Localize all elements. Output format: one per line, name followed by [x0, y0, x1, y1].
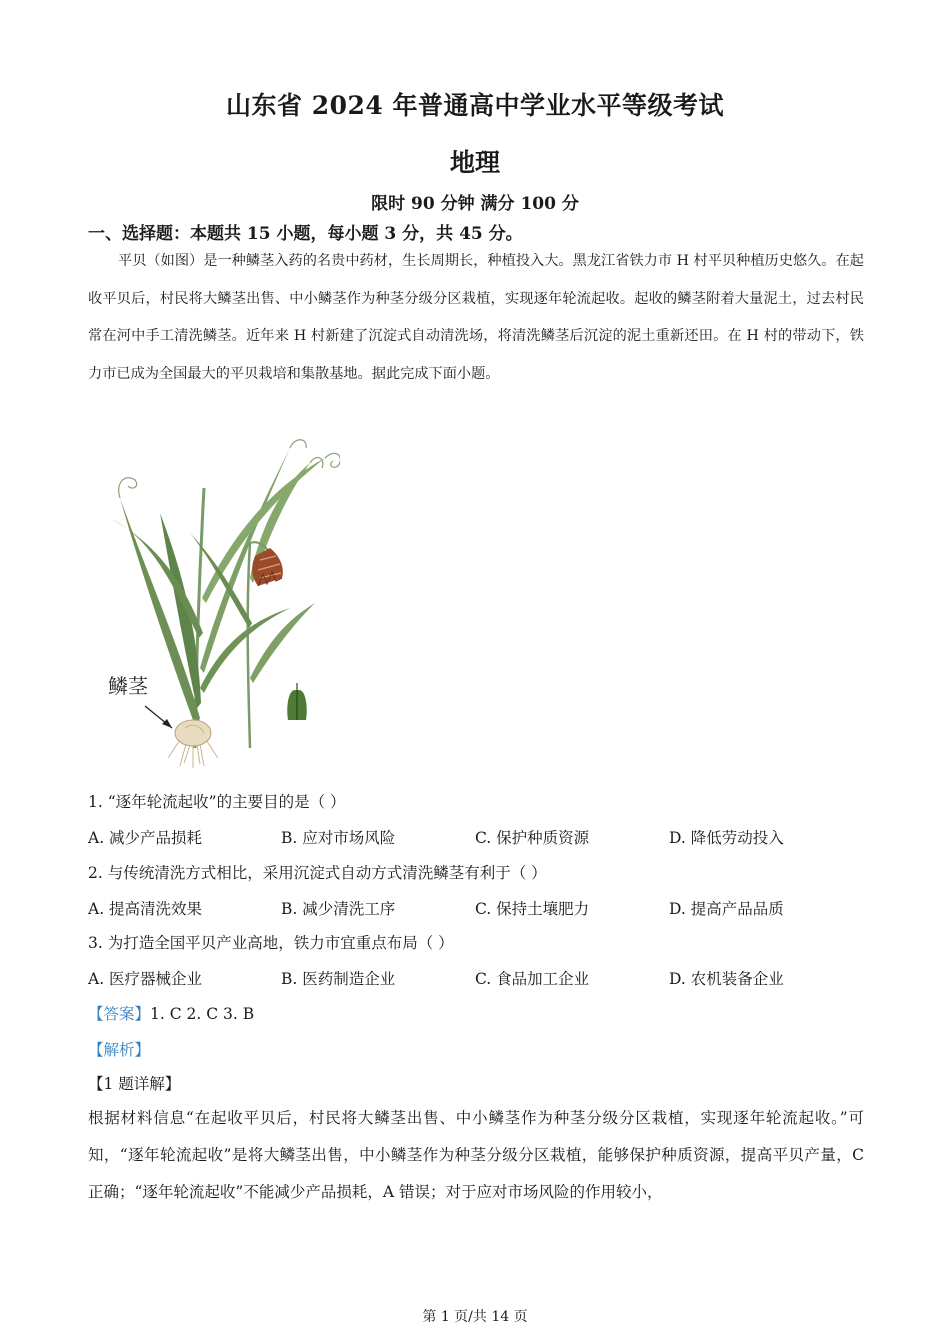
q1-option-a: A. 减少产品损耗 — [88, 829, 203, 847]
intro-paragraph — [88, 243, 864, 393]
fritillaria-illustration — [100, 428, 340, 773]
q1-option-c: C. 保护种质资源 — [475, 829, 590, 847]
q1-option-b: B. 应对市场风险 — [281, 829, 396, 847]
question-2-stem: 2. 与传统清洗方式相比，采用沉淀式自动方式清洗鳞茎有利于（ ） — [88, 864, 547, 882]
q3-option-b: B. 医药制造企业 — [281, 970, 396, 988]
intro-text: 平贝（如图）是一种鳞茎入药的名贵中药材，生长周期长，种植投入大。黑龙江省铁力市 H 村平贝种植历史悠久。在起收平贝后，村民将大鳞茎出售、中小鳞茎作为种茎分级分区栽植，实现逐年轮流起收。起收的鳞茎附着大量泥土，过去村民常在河中手工清洗鳞茎。近年来 H 村新建了沉淀式自动清洗场，将清洗鳞茎后沉淀的泥土重新还田。在 H 村的带动下，铁力市已成为全国最大的平贝栽培和集散基地。据此完成下面小题。 — [88, 253, 864, 382]
exam-title: 山东省 2024 年普通高中学业水平等级考试 — [226, 91, 724, 120]
q2-option-b: B. 减少清洗工序 — [281, 900, 396, 918]
answer-row — [88, 1002, 254, 1024]
q2-option-c: C. 保持土壤肥力 — [475, 900, 590, 918]
answer-label: 【答案】 — [88, 1005, 151, 1023]
q3-option-a: A. 医疗器械企业 — [88, 970, 203, 988]
section-heading: 一、选择题：本题共 15 小题，每小题 3 分，共 45 分。 — [88, 224, 523, 244]
q3-option-c: C. 食品加工企业 — [475, 970, 590, 988]
q3-option-d: D. 农机装备企业 — [669, 970, 784, 988]
analysis-text: 根据材料信息“在起收平贝后，村民将大鳞茎出售、中小鳞茎作为种茎分级分区栽植，实现逐年轮流起收。”可知，“逐年轮流起收”是将大鳞茎出售，中小鳞茎作为种茎分级分区栽植，能够保护种质资源，提高平贝产量，C 正确；“逐年轮流起收”不能减少产品损耗，A 错误；对于应对市场风险的作用较小， — [88, 1109, 864, 1201]
analysis-label: 【解析】 — [88, 1041, 151, 1059]
answer-values: 1. C 2. C 3. B — [150, 1005, 255, 1023]
q2-option-d: D. 提高产品品质 — [669, 900, 784, 918]
question-1-stem: 1. “逐年轮流起收”的主要目的是（ ） — [88, 793, 346, 811]
subject-title: 地理 — [449, 148, 500, 177]
bulb-label: 鳞茎 — [108, 674, 148, 698]
question-3-stem: 3. 为打造全国平贝产业高地，铁力市宜重点布局（ ） — [88, 934, 454, 952]
exam-timing: 限时 90 分钟 满分 100 分 — [371, 194, 579, 214]
q1-option-d: D. 降低劳动投入 — [669, 829, 784, 847]
detail-title: 【1 题详解】 — [88, 1075, 181, 1093]
q2-option-a: A. 提高清洗效果 — [88, 900, 203, 918]
page-footer: 第 1 页/共 14 页 — [422, 1309, 528, 1325]
